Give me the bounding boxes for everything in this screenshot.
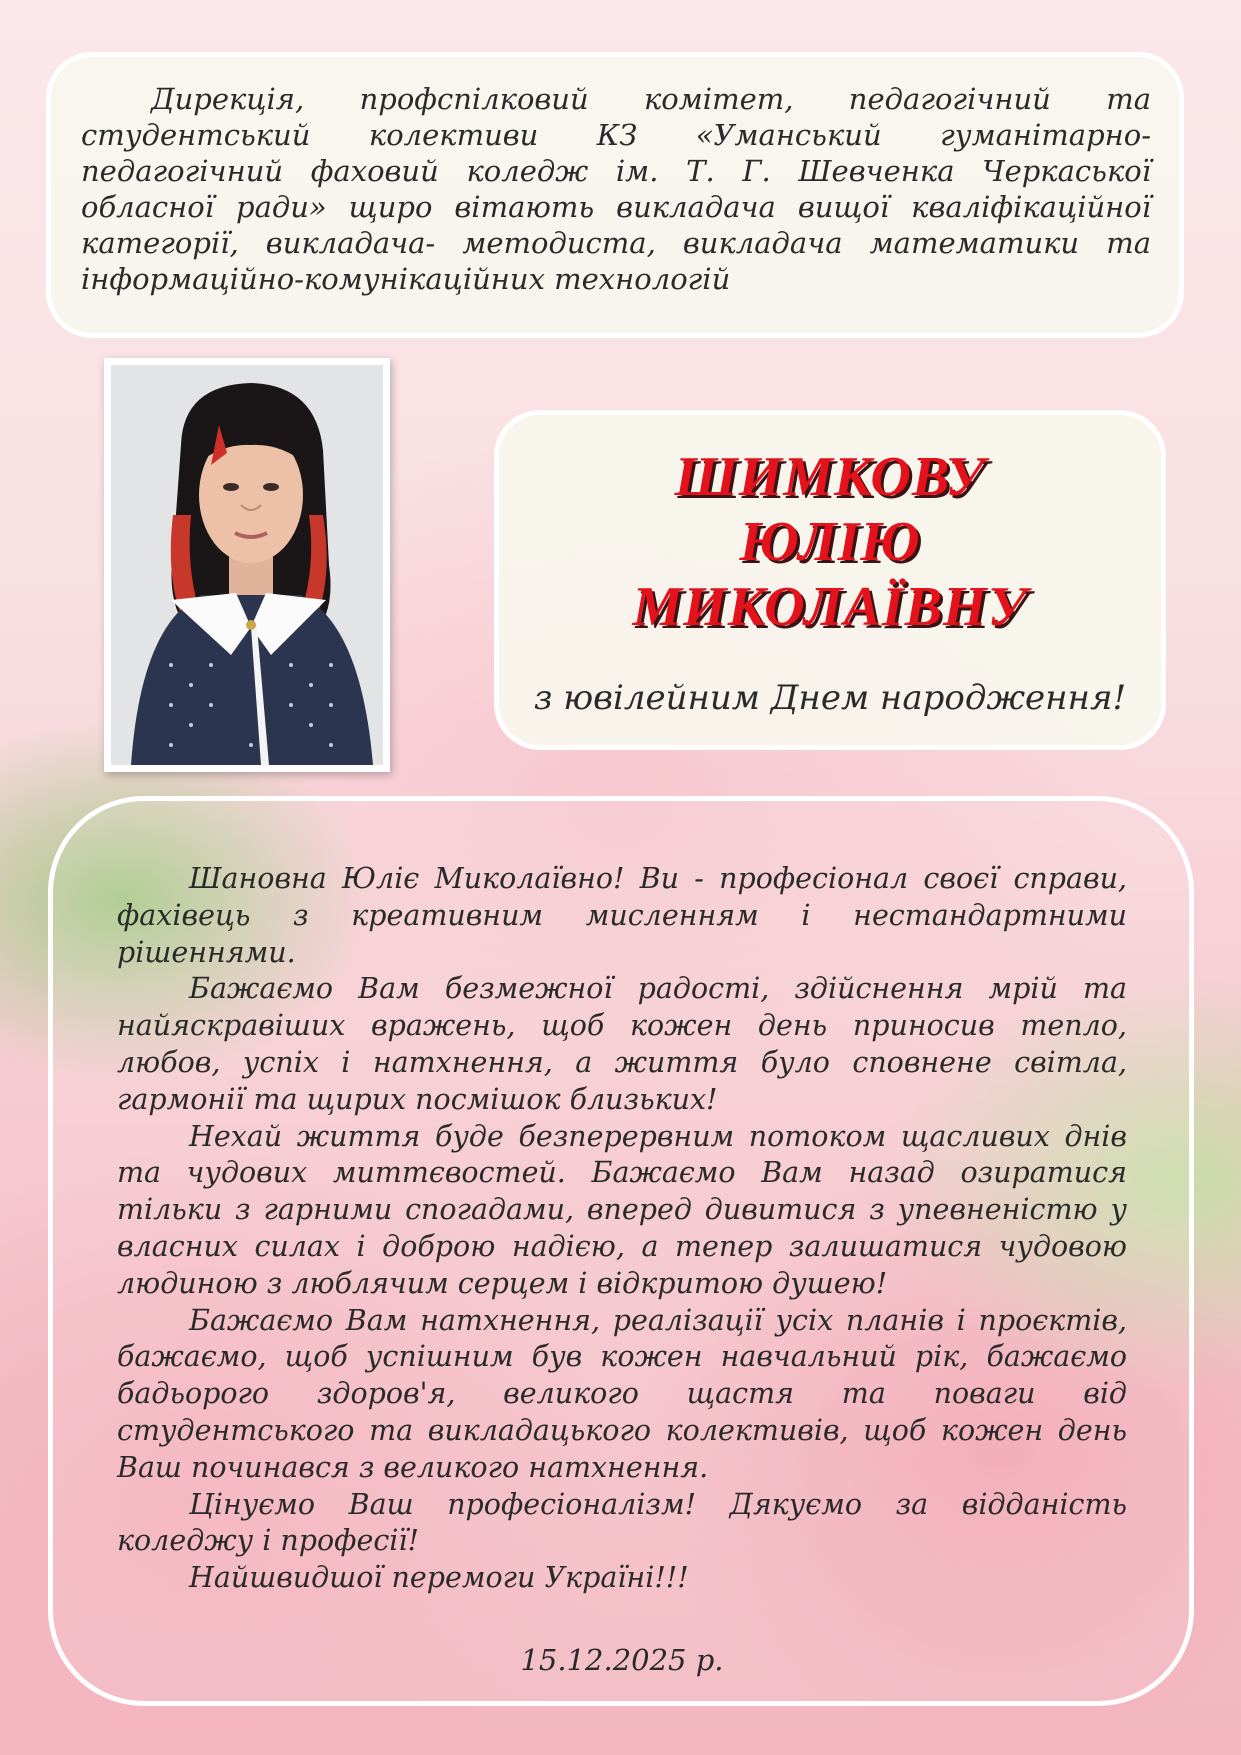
- honoree-patronymic: МИКОЛАЇВНУ: [632, 576, 1028, 638]
- honoree-name-panel: [494, 410, 1166, 750]
- date-line: 15.12.2025 р.: [520, 1642, 724, 1677]
- wish-paragraph: Цінуємо Ваш професіоналізм! Дякуємо за відданість коледжу і професії!: [117, 1487, 1127, 1558]
- intro-text: Дирекція, профспілковий комітет, педагогічний та студентський колективи КЗ «Уманський гуманітарно-педагогічний фаховий коледж ім. Т. Г. Шевченка Черкаської обласної ради» щиро вітають викладача вищої кваліфікаційної категорії, викладача- методиста, викладача математики та інформаційно-комунікаційних технологій: [81, 82, 1151, 296]
- wish-paragraph: Бажаємо Вам натхнення, реалізації усіх планів і проєктів, бажаємо, щоб успішним був кожен навчальний рік, бажаємо бадьорого здоров'я, великого щастя та поваги від студентського та викладацького колективів, щоб кожен день Ваш починався з великого натхнення.: [117, 1303, 1127, 1484]
- wish-paragraph: Бажаємо Вам безмежної радості, здійснення мрій та найяскравіших вражень, щоб кожен день приносив тепло, любов, успіх і натхнення, а життя було сповнене світла, гармонії та щирих посмішок близьких!: [117, 972, 1127, 1116]
- wishes-panel: [48, 796, 1194, 1706]
- honoree-first-name: ЮЛІЮ: [739, 511, 921, 573]
- honoree-name: [499, 445, 1161, 640]
- wish-paragraph: Нехай життя буде безперервним потоком щасливих днів та чудових миттєвостей. Бажаємо Вам назад озиратися тільки з гарними спогадами, вперед дивитися з упевненістю у власних силах і доброю надією, а тепер залишатися чудовою людиною з люблячим серцем і відкритою душею!: [117, 1119, 1127, 1300]
- occasion-text: з ювілейним Днем народження!: [533, 678, 1127, 718]
- honoree-surname: ШИМКОВУ: [674, 446, 986, 508]
- portrait-photo: [111, 365, 383, 765]
- wish-paragraph: Найшвидшої перемоги Україні!!!: [189, 1561, 689, 1595]
- intro-panel: [46, 52, 1184, 338]
- portrait-photo-frame: [104, 358, 390, 772]
- wish-paragraph: Шановна Юліє Миколаївно! Ви - професіонал своєї справи, фахівець з креативним мисленням і нестандартними рішеннями.: [117, 862, 1127, 969]
